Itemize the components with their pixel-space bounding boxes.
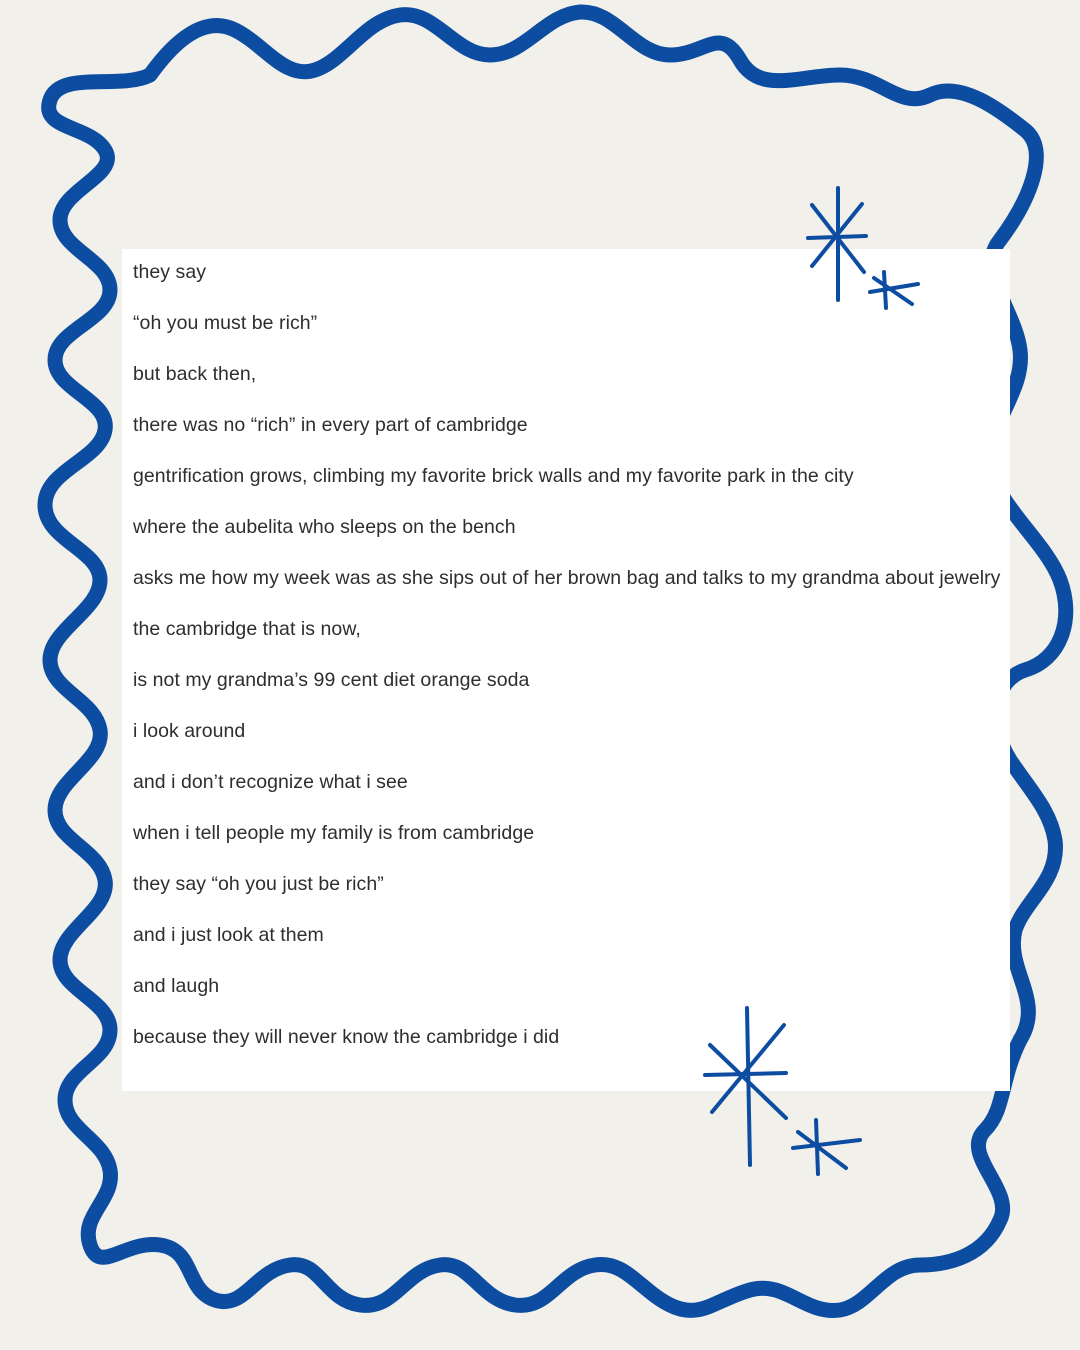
poem-line: the cambridge that is now, [133, 618, 361, 640]
poem-line: and i just look at them [133, 924, 324, 946]
poem-line: but back then, [133, 363, 257, 385]
poem-line: where the aubelita who sleeps on the bench [133, 516, 516, 538]
poem-line: because they will never know the cambridge i did [133, 1026, 560, 1048]
poem-line: when i tell people my family is from cambridge [133, 822, 535, 844]
poem-line: and laugh [133, 975, 220, 997]
poem-page [122, 249, 1010, 1091]
poem-line: i look around [133, 720, 246, 742]
poem-line: they say “oh you just be rich” [133, 873, 384, 895]
poem-line: there was no “rich” in every part of cambridge [133, 414, 528, 436]
poem-line: they say [133, 261, 207, 283]
poem-line: and i don’t recognize what i see [133, 771, 408, 793]
poem-line: is not my grandma’s 99 cent diet orange soda [133, 669, 530, 691]
poem-line: “oh you must be rich” [133, 312, 318, 334]
poem-line: gentrification grows, climbing my favorite brick walls and my favorite park in the city [133, 465, 854, 487]
poem-line: asks me how my week was as she sips out of her brown bag and talks to my grandma about jewelry [133, 567, 1001, 589]
